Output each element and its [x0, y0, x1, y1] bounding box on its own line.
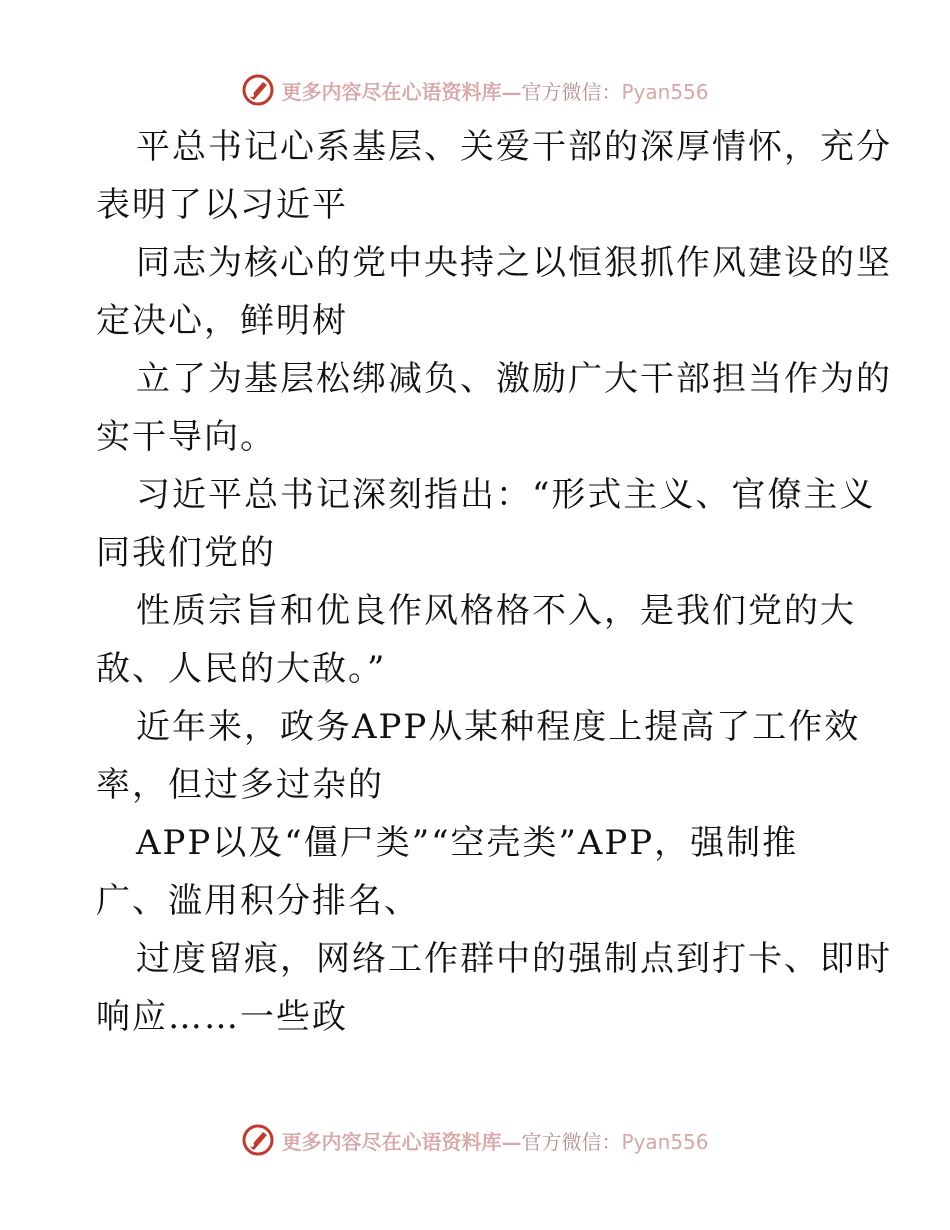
- text-line: 敌、人民的大敌。”: [96, 649, 387, 689]
- watermark-text: [281, 1126, 708, 1155]
- text-line: 率，但过多过杂的: [96, 765, 384, 805]
- text-line: 实干导向。: [96, 417, 276, 457]
- watermark-text: [281, 76, 708, 105]
- text-line: 同志为核心的党中央持之以恒狠抓作风建设的坚: [136, 243, 892, 283]
- text-line: 平总书记心系基层、关爱干部的深厚情怀，充分: [136, 127, 892, 167]
- watermark-wechat-id: Pyan556: [621, 79, 709, 104]
- watermark-wechat-label: 官方微信：: [521, 1129, 622, 1154]
- document-body: [96, 118, 892, 1046]
- watermark-footer: [0, 1120, 950, 1160]
- text-line: 表明了以习近平: [96, 185, 348, 225]
- text-line: 近年来，政务APP从某种程度上提高了工作效: [136, 707, 861, 747]
- text-line: 响应……一些政: [96, 997, 348, 1037]
- pen-logo-icon: [241, 73, 275, 107]
- text-line: APP以及“僵尸类”“空壳类”APP，强制推: [136, 823, 799, 863]
- watermark-wechat-id: Pyan556: [621, 1129, 709, 1154]
- watermark-wechat-label: 官方微信：: [521, 79, 622, 104]
- text-line: 过度留痕，网络工作群中的强制点到打卡、即时: [136, 939, 892, 979]
- watermark-header: [0, 70, 950, 110]
- text-line: 广、滥用积分排名、: [96, 881, 420, 921]
- text-line: 定决心，鲜明树: [96, 301, 348, 341]
- watermark-site: 更多内容尽在心语资料库—: [281, 79, 522, 104]
- watermark-site: 更多内容尽在心语资料库—: [281, 1129, 522, 1154]
- text-line: 立了为基层松绑减负、激励广大干部担当作为的: [136, 359, 892, 399]
- text-line: 习近平总书记深刻指出：“形式主义、官僚主义: [136, 475, 876, 515]
- text-line: 同我们党的: [96, 533, 276, 573]
- text-line: 性质宗旨和优良作风格格不入，是我们党的大: [136, 591, 856, 631]
- pen-logo-icon: [241, 1123, 275, 1157]
